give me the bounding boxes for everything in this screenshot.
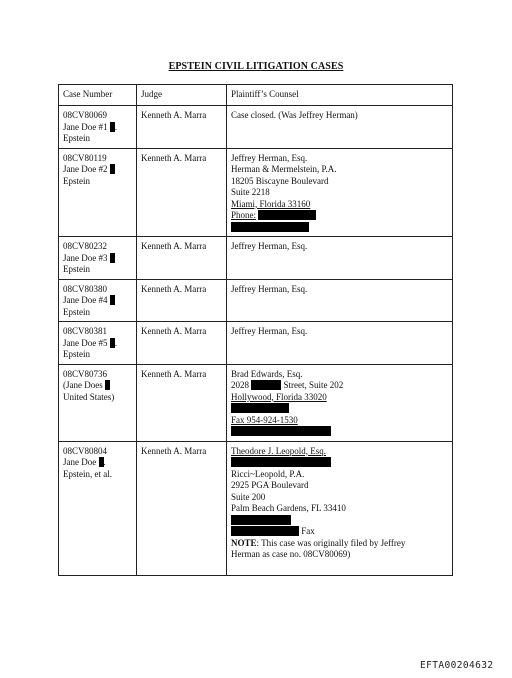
- table-row: [59, 279, 453, 322]
- counsel-line: Jeffrey Herman, Esq.: [231, 326, 308, 336]
- defendant-name: Epstein, et al.: [63, 468, 112, 479]
- counsel-line: Case closed. (Was Jeffrey Herman): [231, 110, 358, 120]
- table-row: [59, 441, 453, 575]
- counsel-line: Hollywood, Florida 33020: [231, 391, 327, 402]
- case-number: 08CV80380: [63, 283, 108, 294]
- judge-cell: Kenneth A. Marra: [137, 364, 227, 441]
- plaintiff-name: Jane Doe #2: [63, 164, 108, 174]
- counsel-cell: [227, 148, 453, 237]
- fax-label: Fax: [301, 526, 315, 536]
- document-id: EFTA00204632: [420, 660, 494, 671]
- counsel-line: 2925 PGA Boulevard: [231, 480, 309, 490]
- counsel-cell: [227, 106, 453, 149]
- counsel-line: Jeffrey Herman, Esq.: [231, 152, 308, 163]
- table-row: [59, 148, 453, 237]
- counsel-cell: [227, 441, 453, 575]
- note-text-continued: Herman as case no. 08CV80069): [231, 549, 351, 559]
- redaction-box: [110, 295, 115, 305]
- redaction-box: [231, 222, 309, 232]
- redaction-box: [231, 515, 291, 525]
- counsel-cell: [227, 322, 453, 365]
- street-suffix: Street, Suite 202: [283, 380, 344, 390]
- judge-cell: Kenneth A. Marra: [137, 322, 227, 365]
- counsel-line: Theodore J. Leopold, Esq.: [231, 445, 326, 456]
- defendant-name: Epstein: [63, 264, 90, 274]
- defendant-name: Epstein: [63, 133, 90, 143]
- counsel-line: Brad Edwards, Esq.: [231, 368, 303, 379]
- redaction-box: [231, 426, 331, 436]
- case-number-cell: 08CV80804 Jane Doe . Epstein, et al.: [59, 441, 137, 575]
- cases-table: [58, 84, 453, 576]
- phone-label: Phone:: [231, 210, 257, 220]
- redaction-box: [99, 457, 104, 467]
- plaintiff-name: Jane Doe #5: [63, 337, 108, 348]
- table-row: [59, 237, 453, 280]
- counsel-cell: [227, 279, 453, 322]
- counsel-line: Suite 200: [231, 491, 266, 502]
- case-number: 08CV80736: [63, 368, 108, 379]
- judge-cell: Kenneth A. Marra: [137, 279, 227, 322]
- header-plaintiffs-counsel: Plaintiff’s Counsel: [227, 85, 453, 106]
- counsel-line: Herman & Mermelstein, P.A.: [231, 164, 337, 174]
- plaintiff-name: Jane Doe #3: [63, 252, 108, 263]
- redaction-box: [110, 338, 115, 348]
- redaction-box: [105, 380, 110, 390]
- judge-cell: Kenneth A. Marra: [137, 441, 227, 575]
- defendant-name: Epstein: [63, 349, 90, 359]
- redaction-box: [231, 457, 331, 467]
- case-number-cell: [59, 279, 137, 322]
- judge-cell: Kenneth A. Marra: [137, 237, 227, 280]
- plaintiff-name: (Jane Does: [63, 380, 103, 390]
- case-number: 08CV80069: [63, 110, 108, 120]
- header-judge: Judge: [137, 85, 227, 106]
- counsel-line: Miami, Florida 33160: [231, 198, 311, 209]
- document-title: EPSTEIN CIVIL LITIGATION CASES: [168, 61, 344, 72]
- table-row: [59, 364, 453, 441]
- case-number: 08CV80804: [63, 445, 108, 456]
- case-number-cell: [59, 148, 137, 237]
- redaction-box: [110, 122, 115, 132]
- counsel-line: Jeffrey Herman, Esq.: [231, 241, 308, 251]
- case-number-cell: 08CV80381 Jane Doe #5 . Epstein: [59, 322, 137, 365]
- defendant-name: United States): [63, 391, 115, 402]
- table-header-row: [59, 85, 453, 106]
- counsel-cell: [227, 364, 453, 441]
- case-number: 08CV80232: [63, 241, 108, 251]
- counsel-line: Suite 2218: [231, 187, 270, 197]
- case-number: 08CV80381: [63, 326, 108, 336]
- note-text: : This case was originally filed by Jeffrey: [256, 537, 406, 548]
- judge-cell: Kenneth A. Marra: [137, 106, 227, 149]
- header-case-number: Case Number: [59, 85, 137, 106]
- counsel-line: Palm Beach Gardens, FL 33410: [231, 503, 346, 513]
- fax-line: Fax 954-924-1530: [231, 414, 298, 425]
- plaintiff-name: Jane Doe #1: [63, 121, 108, 132]
- counsel-line: Ricci~Leopold, P.A.: [231, 468, 305, 479]
- judge-cell: Kenneth A. Marra: [137, 148, 227, 237]
- redaction-box: [258, 210, 316, 220]
- table-row: [59, 322, 453, 365]
- plaintiff-name: Jane Doe: [63, 457, 97, 467]
- redaction-box: [251, 380, 281, 390]
- counsel-line: Jeffrey Herman, Esq.: [231, 283, 308, 294]
- counsel-cell: [227, 237, 453, 280]
- redaction-box: [110, 164, 115, 174]
- case-number-cell: [59, 364, 137, 441]
- redaction-box: [110, 253, 115, 263]
- table-row: [59, 106, 453, 149]
- street-number: 2028: [231, 380, 249, 390]
- defendant-name: Epstein: [63, 306, 90, 317]
- case-number: 08CV80119: [63, 152, 107, 163]
- plaintiff-name: Jane Doe #4: [63, 295, 108, 305]
- defendant-name: Epstein: [63, 175, 90, 186]
- counsel-line: 18205 Biscayne Boulevard: [231, 175, 329, 186]
- note-label: NOTE: [231, 537, 257, 548]
- case-number-cell: 08CV80069 Jane Doe #1 . Epstein: [59, 106, 137, 149]
- case-number-cell: [59, 237, 137, 280]
- redaction-box: [231, 526, 299, 536]
- redaction-box: [231, 403, 289, 413]
